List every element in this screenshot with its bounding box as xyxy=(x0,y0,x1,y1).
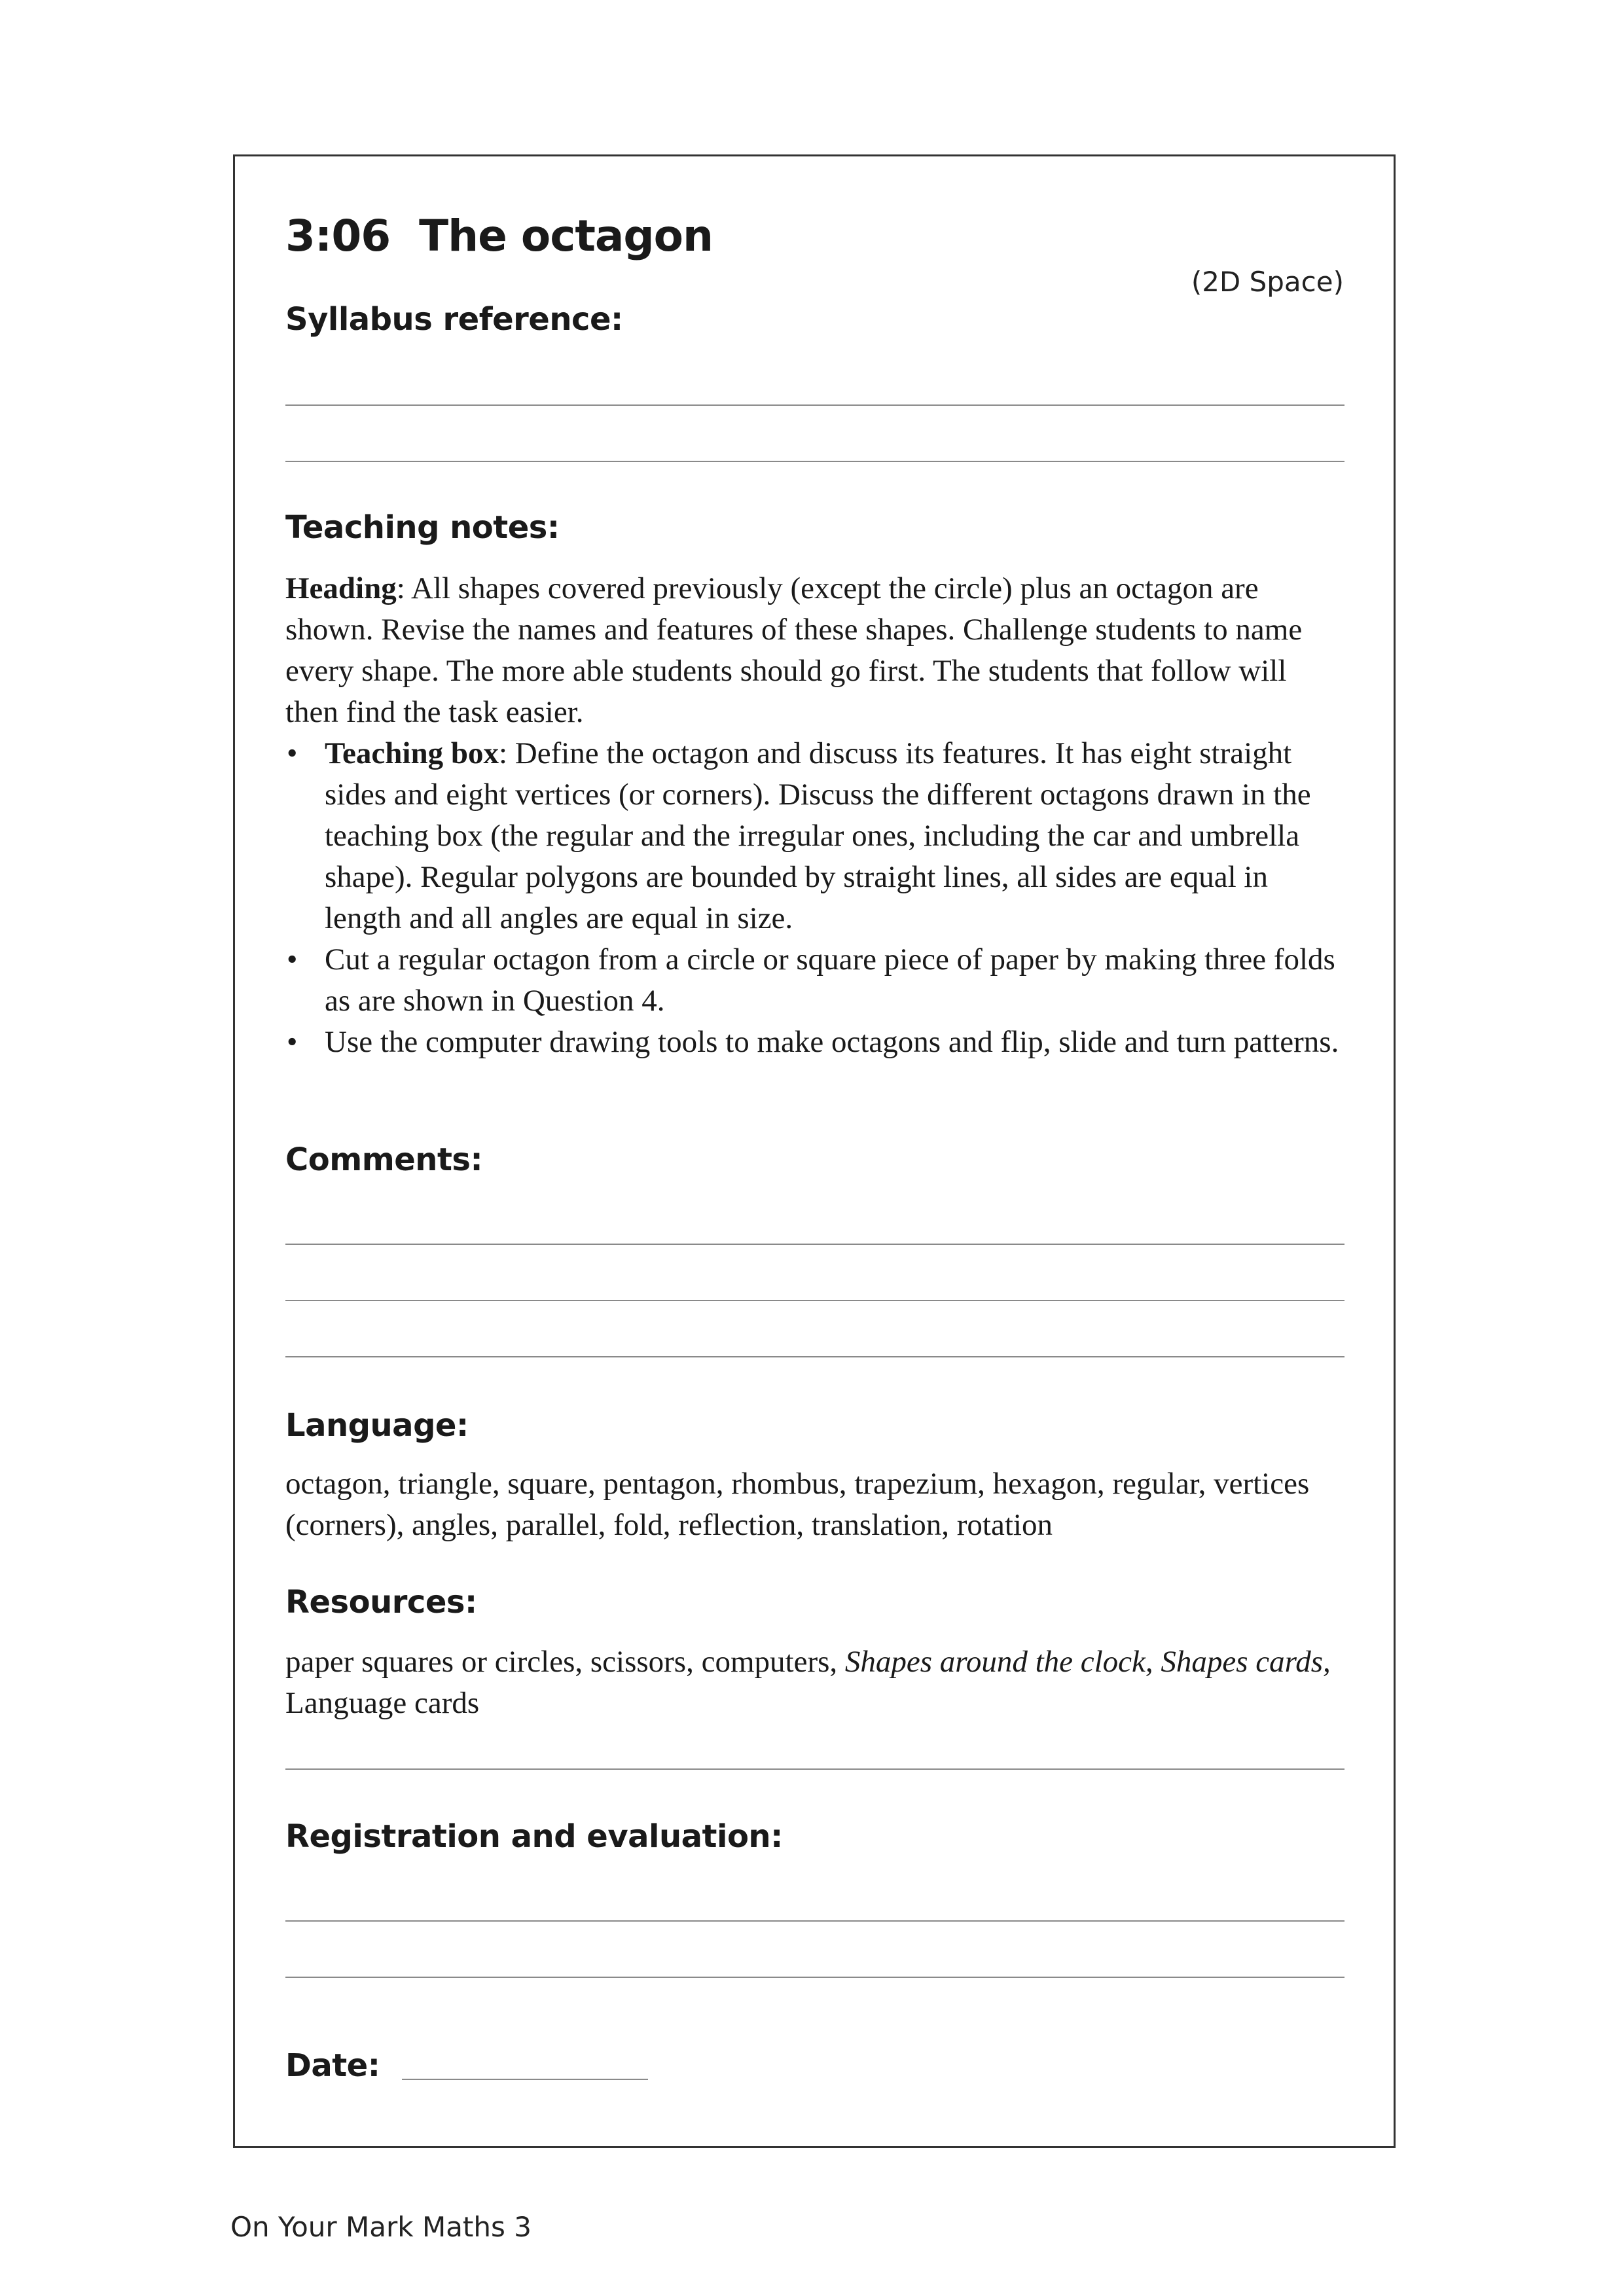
subject-label: (2D Space) xyxy=(1191,266,1344,298)
comments-line-1[interactable] xyxy=(285,1244,1344,1245)
teaching-notes-heading: Teaching notes: xyxy=(285,509,560,546)
date-label: Date: xyxy=(285,2047,380,2084)
comments-heading: Comments: xyxy=(285,1141,483,1178)
page-title: 3:06 The octagon xyxy=(285,211,713,261)
resources-end: Language cards xyxy=(285,1686,480,1720)
registration-line-2[interactable] xyxy=(285,1977,1344,1978)
comments-line-2[interactable] xyxy=(285,1300,1344,1301)
footer-text: On Your Mark Maths 3 xyxy=(230,2211,532,2243)
teaching-notes-intro xyxy=(285,568,1346,733)
list-item xyxy=(285,1022,1346,1063)
bullet-icon: • xyxy=(287,942,298,977)
teaching-notes-list xyxy=(285,733,1346,1063)
registration-heading: Registration and evaluation: xyxy=(285,1818,783,1855)
bullet-bold: Teaching box xyxy=(325,736,499,770)
language-heading: Language: xyxy=(285,1407,469,1444)
bullet-text: Use the computer drawing tools to make octagons and flip, slide and turn patterns. xyxy=(325,1025,1339,1059)
registration-line-1[interactable] xyxy=(285,1920,1344,1922)
bullet-icon: • xyxy=(287,736,298,770)
comments-line-3[interactable] xyxy=(285,1356,1344,1357)
resources-line[interactable] xyxy=(285,1768,1344,1770)
date-line[interactable] xyxy=(402,2079,648,2080)
list-item xyxy=(285,733,1346,939)
intro-text: : All shapes covered previously (except the circle) plus an octagon are shown. Revise the names and features of these shapes. Challenge students to name every shape. The more able students should go first. The students that follow will then find the task easier. xyxy=(285,571,1303,729)
resources-italic: Shapes around the clock, Shapes cards, xyxy=(844,1645,1331,1679)
resources-heading: Resources: xyxy=(285,1584,477,1621)
language-text: octagon, triangle, square, pentagon, rhombus, trapezium, hexagon, regular, vertices (corners), angles, parallel, fold, reflection, translation, rotation xyxy=(285,1467,1310,1542)
bullet-text: Cut a regular octagon from a circle or square piece of paper by making three folds as are shown in Question 4. xyxy=(325,942,1335,1018)
bullet-icon: • xyxy=(287,1025,298,1059)
resources-text xyxy=(285,1641,1346,1724)
list-item xyxy=(285,939,1346,1022)
syllabus-line-2[interactable] xyxy=(285,461,1344,462)
bullet-text: : Define the octagon and discuss its features. It has eight straight sides and eight vertices (or corners). Discuss the different octagons drawn in the teaching box (the regular and the irregular ones, including the car and umbrella shape). Regular polygons are bounded by straight lines, all sides are equal in length and all angles are equal in size. xyxy=(325,736,1311,935)
teaching-notes-body xyxy=(285,568,1346,1063)
intro-bold: Heading xyxy=(285,571,397,605)
resources-plain: paper squares or circles, scissors, computers, xyxy=(285,1645,845,1679)
syllabus-line-1[interactable] xyxy=(285,404,1344,406)
syllabus-heading: Syllabus reference: xyxy=(285,301,623,338)
